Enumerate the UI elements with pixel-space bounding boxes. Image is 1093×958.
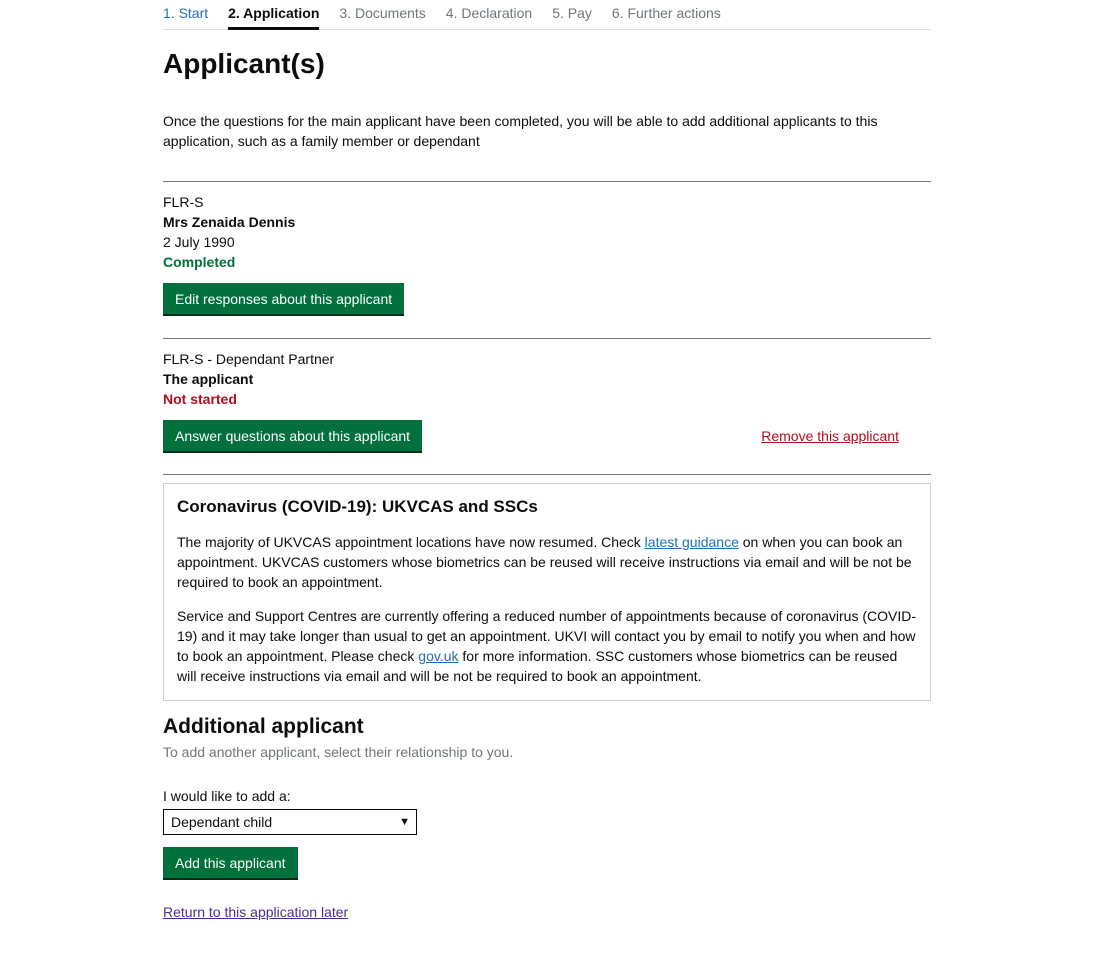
latest-guidance-link[interactable]: latest guidance bbox=[644, 534, 739, 550]
applicant-name: Mrs Zenaida Dennis bbox=[163, 214, 296, 230]
intro-text: Once the questions for the main applicant have been completed, you will be able to add additional applicants to this application, such as a family member or dependant bbox=[163, 113, 878, 149]
covid-notice bbox=[163, 483, 931, 701]
notice-paragraph-2 bbox=[177, 606, 917, 686]
applicant-route: FLR-S bbox=[163, 194, 204, 210]
step-declaration: 4. Declaration bbox=[445, 5, 533, 21]
additional-applicant-heading: Additional applicant bbox=[163, 715, 364, 738]
step-start[interactable]: 1. Start bbox=[163, 5, 209, 21]
step-further-actions: 6. Further actions bbox=[611, 5, 721, 21]
return-later-link[interactable]: Return to this application later bbox=[163, 904, 349, 920]
notice-text: Service and Support Centres are currently offering a reduced number of appointments because of coronavirus (COVID-19) and it may take longer than usual to get an appointment. UKVI will contact you by email to notify you when and how to book an appointment. Please check bbox=[177, 608, 917, 664]
answer-questions-button[interactable]: Answer questions about this applicant bbox=[163, 420, 422, 451]
applicant-dob: 2 July 1990 bbox=[163, 234, 235, 250]
relationship-select[interactable] bbox=[163, 809, 417, 835]
step-application: 2. Application bbox=[228, 0, 319, 29]
add-applicant-button[interactable]: Add this applicant bbox=[163, 847, 298, 878]
applicant-route: FLR-S - Dependant Partner bbox=[163, 351, 335, 367]
notice-text: for more information. SSC customers whose biometrics can be reused will receive instructions via email and will be not be required to book an appointment. bbox=[177, 648, 898, 684]
notice-text: on when you can book an appointment. UKVCAS customers whose biometrics can be reused will receive instructions via email and will be not be required to book an appointment. bbox=[177, 534, 912, 590]
page-title: Applicant(s) bbox=[163, 48, 325, 79]
chevron-down-icon: ▼ bbox=[399, 816, 410, 828]
additional-applicant-hint: To add another applicant, select their relationship to you. bbox=[163, 744, 514, 760]
notice-paragraph-1 bbox=[177, 532, 917, 592]
progress-steps bbox=[163, 0, 931, 30]
gov-uk-link[interactable]: gov.uk bbox=[418, 648, 459, 664]
divider bbox=[163, 474, 931, 475]
step-documents: 3. Documents bbox=[339, 5, 426, 21]
step-pay: 5. Pay bbox=[552, 5, 592, 21]
notice-title: Coronavirus (COVID-19): UKVCAS and SSCs bbox=[177, 497, 538, 516]
relationship-select-value: Dependant child bbox=[171, 814, 273, 830]
applicant-name: The applicant bbox=[163, 371, 254, 387]
applicant-card-dependant bbox=[163, 339, 931, 474]
relationship-select-label: I would like to add a: bbox=[163, 788, 291, 804]
applicant-card-main bbox=[163, 182, 931, 338]
edit-responses-button[interactable]: Edit responses about this applicant bbox=[163, 283, 404, 314]
applicant-status: Completed bbox=[163, 254, 236, 270]
applicant-status: Not started bbox=[163, 391, 237, 407]
remove-applicant-link[interactable]: Remove this applicant bbox=[761, 428, 899, 444]
notice-text: The majority of UKVCAS appointment locations have now resumed. Check bbox=[177, 534, 645, 550]
page-container bbox=[163, 0, 931, 920]
